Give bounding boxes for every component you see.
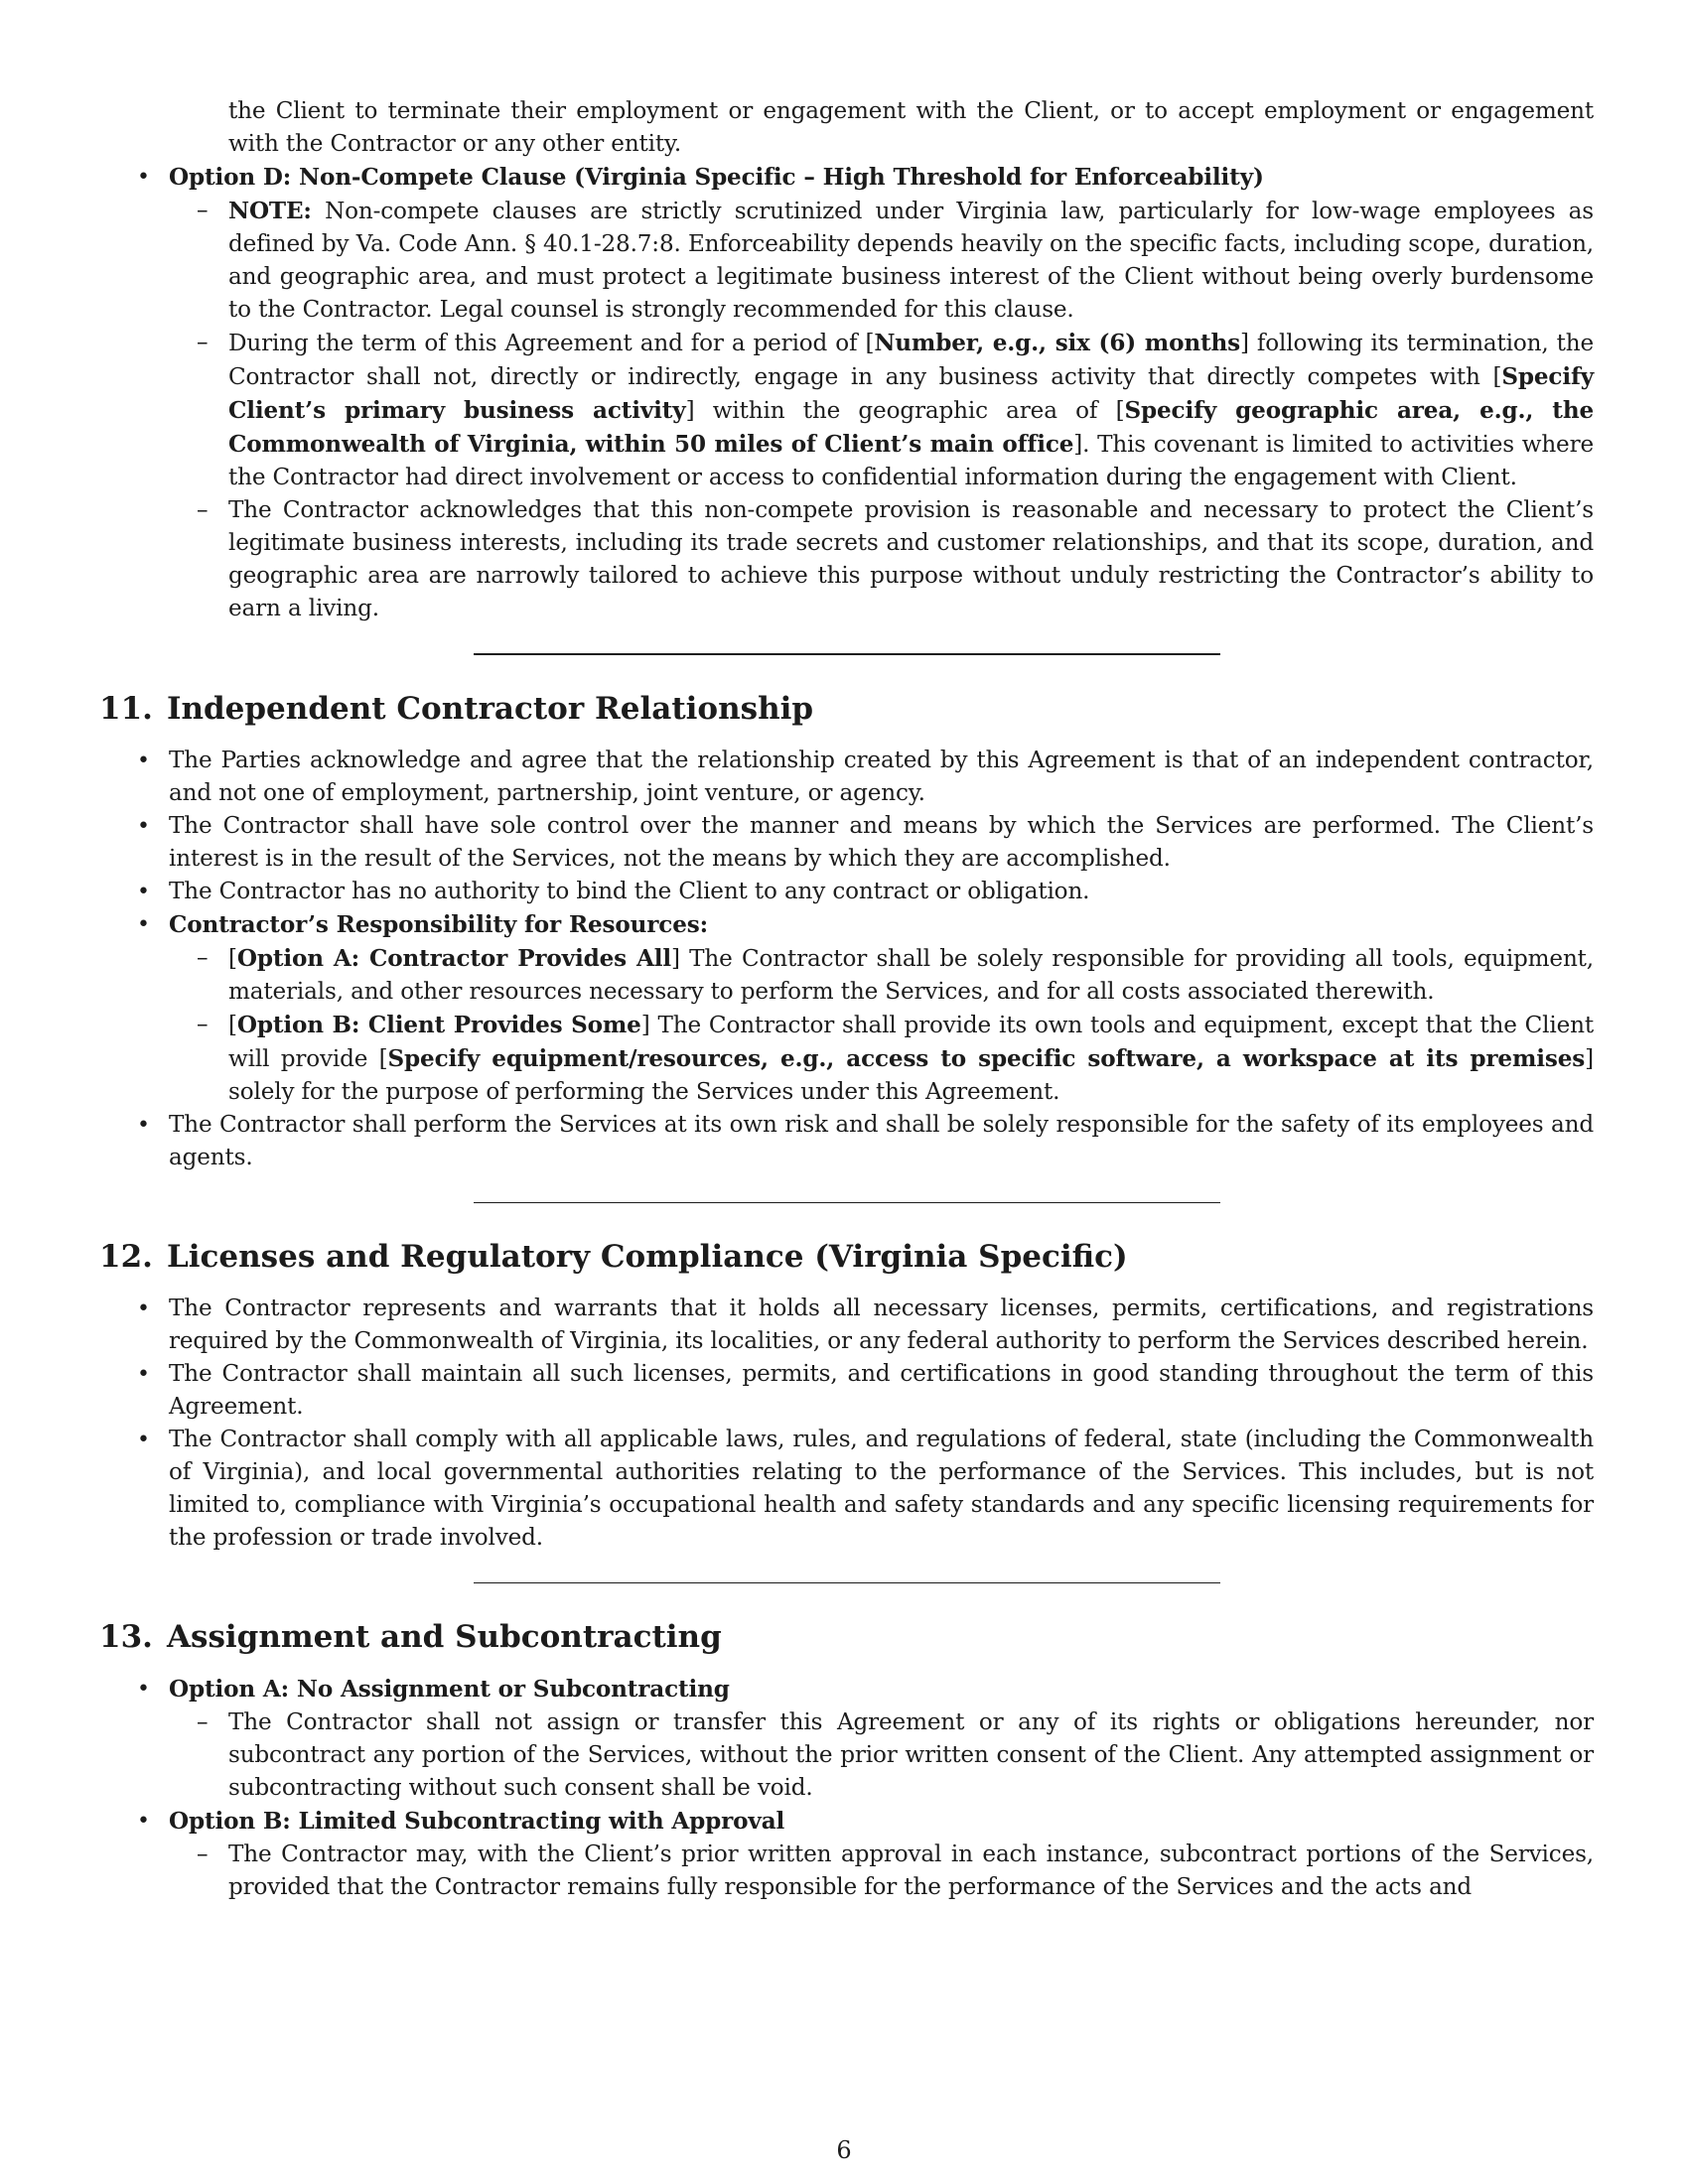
page-number: 6 — [836, 2136, 852, 2164]
section-11-heading: 11. Independent Contractor Relationship — [99, 691, 814, 727]
document-page — [99, 95, 1594, 1904]
list-item: • The Contractor represents and warrants that it holds all necessary licenses, permits, certifications, and registrations required by the Commonwealth of Virginia, its localities, or any federal authority to perform the Services described herein. — [99, 1293, 1594, 1358]
option-d-note: – NOTE: Non-compete clauses are strictly scrutinized under Virginia law, particularly for low-wage employees as defined by Va. Code Ann. § 40.1-28.7:8. Enforceability depends heavily on the specific facts, including scope, duration, and geographic area, and must protect a legitimate business interest of the Client without being overly burdensome to the Contractor. Legal counsel is strongly recommended for this clause. — [169, 195, 1594, 327]
assignment-option-b: • Option B: Limited Subcontracting with Approval – The Contractor may, with the Client’s prior written approval in each instance, subcontract portions of the Services, provided that the Contractor remains fully responsible for the performance of the Services and the acts and — [99, 1805, 1594, 1904]
section-13-list — [99, 1673, 1594, 1904]
section-13-heading: 13. Assignment and Subcontracting — [99, 1619, 722, 1655]
assignment-option-a-sublist — [169, 1706, 1594, 1805]
option-d-sublist — [169, 195, 1594, 625]
continuation-paragraph: the Client to terminate their employment or engagement with the Client, or to accept employment or engagement with the Contractor or any other entity. — [228, 98, 1594, 157]
list-item: – The Contractor may, with the Client’s prior written approval in each instance, subcontract portions of the Services, provided that the Contractor remains fully responsible for the performance of the Services and the acts and — [169, 1839, 1594, 1904]
section-divider — [474, 1202, 1220, 1203]
option-d-item — [99, 161, 1594, 625]
option-d-acknowledge: – The Contractor acknowledges that this non-compete provision is reasonable and necessary to protect the Client’s legitimate business interests, including its trade secrets and customer relationships, and that its scope, duration, and geographic area are narrowly tailored to achieve this purpose without unduly restricting the Contractor’s ability to earn a living. — [169, 494, 1594, 625]
resources-sublist — [169, 942, 1594, 1109]
assignment-option-b-sublist — [169, 1839, 1594, 1904]
list-item: • The Contractor shall have sole control over the manner and means by which the Services are performed. The Client’s interest is in the result of the Services, not the means by which they are accomplished. — [99, 810, 1594, 876]
resources-option-b: – [Option B: Client Provides Some] The Contractor shall provide its own tools and equipment, except that the Client will provide [Specify equipment/resources, e.g., access to specific software, a workspace at its premises] solely for the purpose of performing the Services under this Agreement. — [169, 1009, 1594, 1109]
option-d-title: Option D: Non-Compete Clause (Virginia Specific – High Threshold for Enforceability) — [169, 164, 1264, 191]
list-item: • The Contractor shall maintain all such licenses, permits, and certifications in good standing throughout the term of this Agreement. — [99, 1358, 1594, 1424]
resources-item: • Contractor’s Responsibility for Resources: – [Option A: Contractor Provides All] The Contractor shall be solely responsible for providing all tools, equipment, materials, and other resources necessary to perform the Services, and for all costs associated therewith. – [Option B: Client Provides Some] The Contractor shall provide its own tools and equipment, except that the Client will provide [Specify equipment/resources, e.g., access to specific software, a workspace at its premises] solely for the purpose of performing the Services under this Agreement. — [99, 908, 1594, 1109]
assignment-option-a: • Option A: No Assignment or Subcontracting – The Contractor shall not assign or transfer this Agreement or any of its rights or obligations hereunder, nor subcontract any portion of the Services, without the prior written consent of the Client. Any attempted assignment or subcontracting without such consent shall be void. — [99, 1673, 1594, 1805]
option-d-list — [99, 161, 1594, 625]
list-item: • The Contractor has no authority to bind the Client to any contract or obligation. — [99, 876, 1594, 908]
list-item: – The Contractor shall not assign or transfer this Agreement or any of its rights or obligations hereunder, nor subcontract any portion of the Services, without the prior written consent of the Client. Any attempted assignment or subcontracting without such consent shall be void. — [169, 1706, 1594, 1805]
resources-option-a: – [Option A: Contractor Provides All] The Contractor shall be solely responsible for providing all tools, equipment, materials, and other resources necessary to perform the Services, and for all costs associated therewith. — [169, 942, 1594, 1009]
section-12-list — [99, 1293, 1594, 1555]
option-d-term: – During the term of this Agreement and for a period of [Number, e.g., six (6) months] following its termination, the Contractor shall not, directly or indirectly, engage in any business activity that directly competes with [Specify Client’s primary business activity] within the geographic area of [Specify geographic area, e.g., the Commonwealth of Virginia, within 50 miles of Client’s main office]. This covenant is limited to activities where the Contractor had direct involvement or access to confidential information during the engagement with Client. — [169, 327, 1594, 494]
section-divider — [474, 1582, 1220, 1583]
list-item: • The Contractor shall comply with all applicable laws, rules, and regulations of federal, state (including the Commonwealth of Virginia), and local governmental authorities relating to the performance of the Services. This includes, but is not limited to, compliance with Virginia’s occupational health and safety standards and any specific licensing requirements for the profession or trade involved. — [99, 1424, 1594, 1555]
list-item: • The Parties acknowledge and agree that the relationship created by this Agreement is that of an independent contractor, and not one of employment, partnership, joint venture, or agency. — [99, 745, 1594, 810]
section-12-heading: 12. Licenses and Regulatory Compliance (Virginia Specific) — [99, 1239, 1128, 1275]
section-11-list — [99, 745, 1594, 1174]
list-item: • The Contractor shall perform the Services at its own risk and shall be solely responsible for the safety of its employees and agents. — [99, 1109, 1594, 1174]
section-divider — [474, 653, 1220, 655]
